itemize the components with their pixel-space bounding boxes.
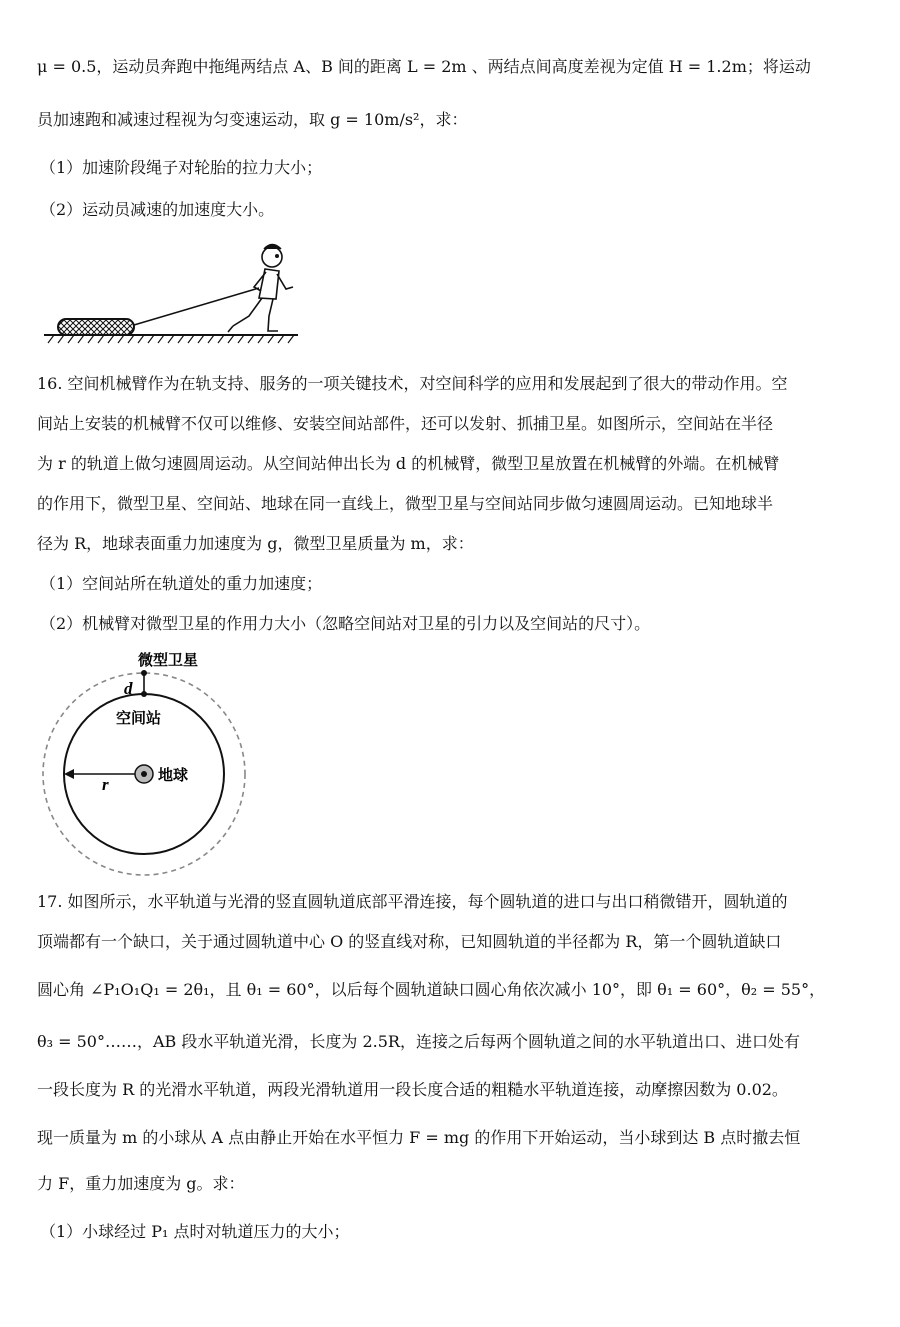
q16-line-4: 的作用下，微型卫星、空间站、地球在同一直线上，微型卫星与空间站同步做匀速圆周运动。已知地球半 [37, 494, 774, 513]
tire [58, 319, 134, 335]
ground-hatching [48, 335, 294, 343]
q17-line-7: 力 F，重力加速度为 g。求： [37, 1174, 245, 1193]
q15-line-1: μ = 0.5，运动员奔跑中拖绳两结点 A、B 间的距离 L = 2m 、两结点间高度差视为定值 H = 1.2m；将运动 [37, 57, 811, 76]
q17-line-1: 17. 如图所示，水平轨道与光滑的竖直圆轨道底部平滑连接，每个圆轨道的进口与出口稍微错开，圆轨道的 [37, 892, 788, 911]
q15-sub-question-1: （1）加速阶段绳子对轮胎的拉力大小； [40, 158, 323, 177]
q16-line-1: 16. 空间机械臂作为在轨支持、服务的一项关键技术，对空间科学的应用和发展起到了很大的带动作用。空 [37, 374, 788, 393]
q17-line-4: θ₃ = 50°……，AB 段水平轨道光滑，长度为 2.5R，连接之后每两个圆轨道之间的水平轨道出口、进口处有 [37, 1032, 800, 1051]
station-dot [141, 691, 147, 697]
q16-sub-question-2: （2）机械臂对微型卫星的作用力大小（忽略空间站对卫星的引力以及空间站的尺寸）。 [40, 614, 651, 633]
r-label: r [102, 775, 109, 794]
satellite-dot [141, 670, 147, 676]
q17-line-6: 现一质量为 m 的小球从 A 点由静止开始在水平恒力 F = mg 的作用下开始运动，当小球到达 B 点时撤去恒 [37, 1128, 801, 1147]
q15-line-2: 员加速跑和减速过程视为匀变速运动，取 g = 10m/s²，求： [37, 110, 468, 129]
runner-tire-figure [40, 236, 310, 348]
earth-label: 地球 [158, 766, 189, 784]
station-label: 空间站 [116, 709, 162, 727]
q16-line-2: 间站上安装的机械臂不仅可以维修、安装空间站部件，还可以发射、抓捕卫星。如图所示，空间站在半径 [37, 414, 774, 433]
q17-line-3: 圆心角 ∠P₁O₁Q₁ = 2θ₁，且 θ₁ = 60°，以后每个圆轨道缺口圆心角依次减小 10°，即 θ₁ = 60°，θ₂ = 55°， [37, 980, 826, 999]
q15-sub-question-2: （2）运动员减速的加速度大小。 [40, 200, 275, 219]
q17-line-5: 一段长度为 R 的光滑水平轨道，两段光滑轨道用一段长度合适的粗糙水平轨道连接，动摩擦因数为 0.02。 [37, 1080, 788, 1099]
q17-line-2: 顶端都有一个缺口，关于通过圆轨道中心 O 的竖直线对称，已知圆轨道的半径都为 R，第一个圆轨道缺口 [37, 932, 782, 951]
q16-line-5: 径为 R，地球表面重力加速度为 g，微型卫星质量为 m，求： [37, 534, 474, 553]
rope [134, 288, 259, 325]
radius-arrowhead [64, 769, 74, 779]
satellite-label: 微型卫星 [138, 651, 199, 669]
q17-sub-question-1: （1）小球经过 P₁ 点时对轨道压力的大小； [40, 1222, 350, 1241]
runner [228, 245, 293, 333]
d-label: d [124, 679, 133, 698]
earth-center-dot [141, 771, 147, 777]
space-station-figure [38, 644, 258, 876]
q16-sub-question-1: （1）空间站所在轨道处的重力加速度； [40, 574, 323, 593]
q16-line-3: 为 r 的轨道上做匀速圆周运动。从空间站伸出长为 d 的机械臂，微型卫星放置在机械臂的外端。在机械臂 [37, 454, 780, 473]
